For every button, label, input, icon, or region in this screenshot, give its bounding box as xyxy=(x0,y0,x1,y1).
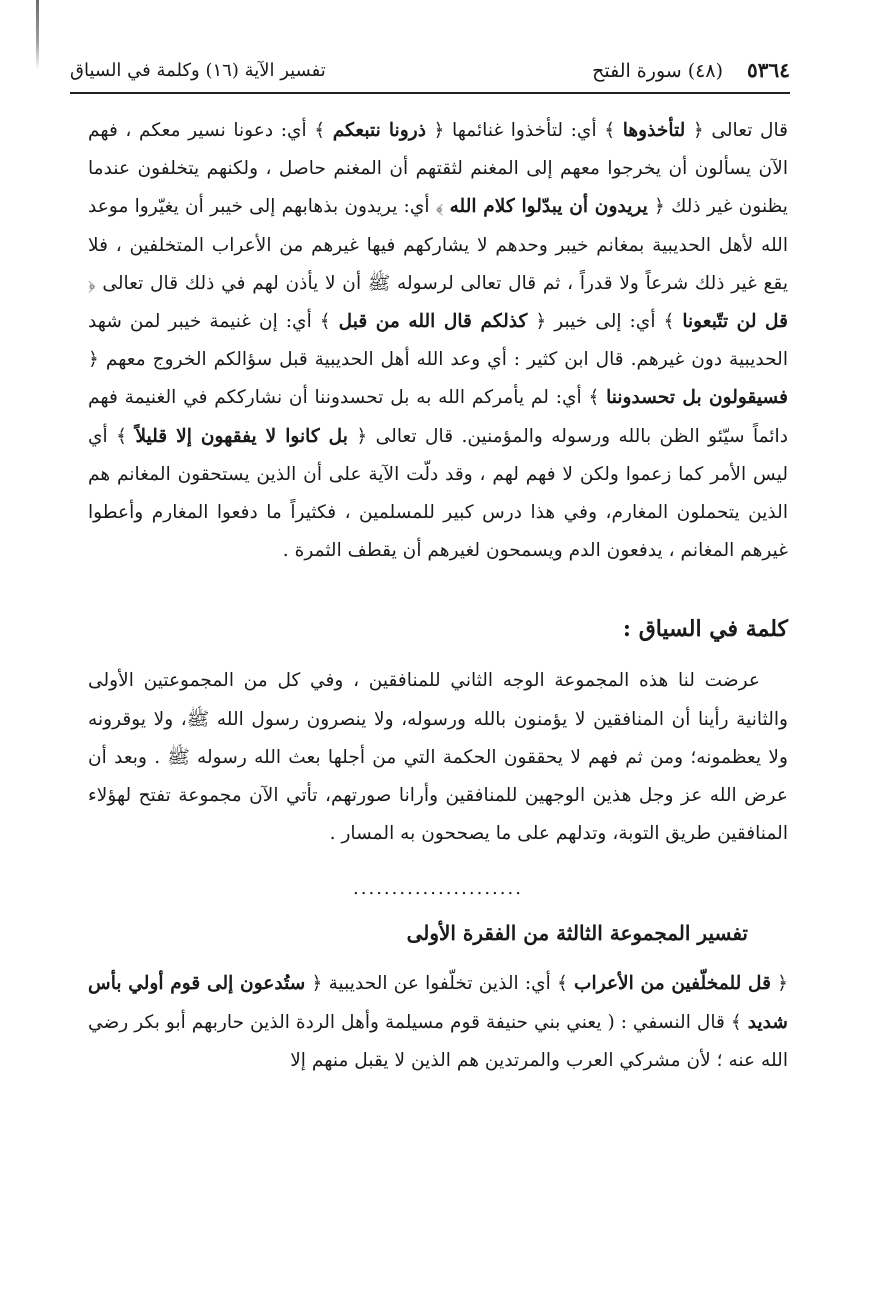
body-text: أي ليس الأمر كما زعموا ولكن لا فهم لهم ، وقد دلّت الآية على أن الذين يستحقون المغانم هم الذين يتحملون المغارم، وفي هذا درس كبير للمسلمين ، فكثيراً ما دفعوا المغارم وأعطوا غيرهم المغانم ، يدفعون الدم ويسمحون لغيرهم أن يقطف الثمرة . xyxy=(88,425,788,562)
page-number: ٥٣٦٤ xyxy=(747,58,790,82)
ornate-bracket-open: ﴿ xyxy=(770,973,789,995)
quote-text: يريدون أن يبدّلوا كلام الله xyxy=(449,196,648,218)
quote-text: فسيقولون بل تحسدوننا xyxy=(606,387,788,409)
ornate-bracket-open: ﴿ xyxy=(88,349,99,371)
ornate-bracket-close: ﴾ xyxy=(116,425,136,447)
quote-text: ذرونا نتبعكم xyxy=(332,120,426,141)
subheading: تفسير المجموعة الثالثة من الفقرة الأولى xyxy=(406,921,748,946)
body-text: قال النسفي : ( يعني بني حنيفة قوم مسيلمة وأهل الردة الذين حاربهم أبو بكر رضي الله عنه ؛ لأن مشركي العرب والمرتدين هم الذين لا يقبل منهم إلا xyxy=(88,1011,788,1071)
quote-text: بل كانوا لا يفقهون إلا قليلاً xyxy=(135,425,348,447)
page-body xyxy=(88,112,788,1080)
commentary-paragraph xyxy=(88,112,788,570)
ornate-bracket-close: ﴾ xyxy=(730,1011,748,1033)
body-text: أي: دعونا نسير معكم ، فهم الآن يسألون أن يخرجوا معهم إلى المغنم لثقتهم أن المغنم حاصل ، ولكنهم يتخلفون عندما يظنون غير ذلك xyxy=(88,120,788,218)
quran-quote xyxy=(116,426,367,447)
quran-quote xyxy=(604,120,704,141)
surah-label: (٤٨) سورة الفتح xyxy=(592,60,723,82)
body-text: أي: الذين تخلّفوا عن الحديبية xyxy=(322,973,557,995)
ornate-bracket-close: ﴾ xyxy=(663,311,683,333)
dotted-separator: ...................... xyxy=(353,878,523,900)
ornate-bracket-close: ﴾ xyxy=(604,120,623,141)
ornate-bracket-open: ﴿ xyxy=(647,196,665,218)
page-header xyxy=(70,58,790,94)
ornate-bracket-close: ﴾ xyxy=(314,120,333,141)
body-text: أي: إن غنيمة خيبر لمن شهد الحديبية دون غيرهم. قال ابن كثير : أي وعد الله أهل الحديبية قبل سؤالكم الخروج معهم xyxy=(88,311,788,371)
ornate-bracket-close: ﴾ xyxy=(588,387,607,409)
section-title: تفسير الآية (١٦) وكلمة في السياق xyxy=(70,60,326,81)
tafsir-paragraph xyxy=(88,965,788,1080)
quote-text: قل للمخلّفين من الأعراب xyxy=(574,973,771,995)
quran-quote xyxy=(320,311,547,332)
section-heading: كلمة في السياق : xyxy=(622,616,788,643)
ornate-bracket-open: ﴿ xyxy=(685,120,704,141)
context-paragraph: عرضت لنا هذه المجموعة الوجه الثاني للمنافقين ، وفي كل من المجموعتين الأولى والثانية رأينا أن المنافقين لا يؤمنون بالله ورسوله، ولا ينصرون رسول الله ﷺ، ولا يوقرونه ولا يعظمونه؛ ومن ثم فهم لا يحققون الحكمة التي من أجلها بعث الله رسوله ﷺ . وبعد أن عرض الله عز وجل هذين الوجهين للمنافقين وأرانا صورتهم، تأتي الآن مجموعة تفتح لهؤلاء المنافقين طريق التوبة، وتدلهم على ما يصححون به المسار . xyxy=(88,670,788,845)
ornate-bracket-close: ﴾ xyxy=(556,973,575,995)
body-text: أي: لتأخذوا غنائمها xyxy=(444,120,605,141)
ornate-bracket-open: ﴿ xyxy=(88,272,96,294)
quote-text: كذلكم قال الله من قبل xyxy=(338,311,528,333)
binding-mark xyxy=(36,0,39,70)
quote-text: ستُدعون إلى قوم أولي بأس شديد xyxy=(88,973,789,1033)
body-text: أي: إلى خيبر xyxy=(546,311,664,333)
ornate-bracket-close: ﴾ xyxy=(319,311,339,333)
ornate-bracket-close: ﴾ xyxy=(435,196,450,218)
header-right xyxy=(592,58,790,82)
ornate-bracket-open: ﴿ xyxy=(425,120,445,141)
body-text: قال تعالى xyxy=(703,120,789,141)
body-text: أي: يريدون بذهابهم إلى خيبر أن يغيّروا موعد الله لأهل الحديبية بمغانم خيبر وحدهم لا يشاركهم فيها غيرهم من الأعراب المتخلفين ، فلا يقع غير ذلك شرعاً ولا قدراً ، ثم قال تعالى لرسوله ﷺ أن لا يأذن لهم في ذلك قال تعالى xyxy=(88,196,788,294)
quote-text: لتأخذوها xyxy=(622,120,686,141)
ornate-bracket-open: ﴿ xyxy=(527,311,547,333)
ornate-bracket-open: ﴿ xyxy=(347,425,368,447)
ornate-bracket-open: ﴿ xyxy=(305,973,323,995)
quote-text: قل لن تتّبعونا xyxy=(682,311,788,333)
quran-quote xyxy=(436,196,665,217)
quran-quote xyxy=(557,973,788,994)
quran-quote xyxy=(314,120,444,141)
body-text: أي: لم يأمركم الله به بل تحسدوننا أن نشارككم في الغنيمة فهم دائماً سيّئو الظن بالله ورسوله والمؤمنين. قال تعالى xyxy=(88,387,789,447)
